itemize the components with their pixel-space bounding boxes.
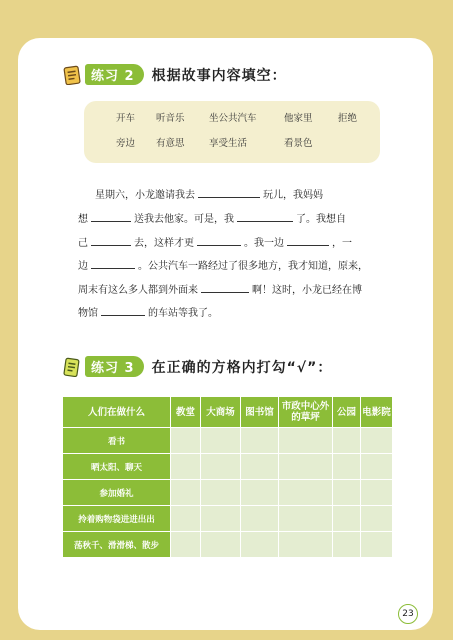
check-cell[interactable] xyxy=(201,532,241,558)
story-line: 边 。公共汽车一路经过了很多地方，我才知道，原来， xyxy=(78,258,368,274)
table-row xyxy=(63,506,393,532)
column-header: 电影院 xyxy=(361,397,393,428)
check-cell[interactable] xyxy=(171,480,201,506)
check-cell[interactable] xyxy=(279,480,333,506)
check-cell[interactable] xyxy=(201,480,241,506)
exercise-3-badge: 练习 3 xyxy=(85,356,144,377)
column-header: 公园 xyxy=(333,397,361,428)
check-cell[interactable] xyxy=(333,454,361,480)
row-label: 晒太阳、聊天 xyxy=(63,454,171,480)
column-header: 人们在做什么 xyxy=(63,397,171,428)
answer-blank[interactable] xyxy=(198,187,260,198)
table-row xyxy=(63,480,393,506)
column-header: 市政中心外的草坪 xyxy=(279,397,333,428)
table-row xyxy=(63,532,393,558)
answer-blank[interactable] xyxy=(91,235,131,246)
check-cell[interactable] xyxy=(279,454,333,480)
word-bank-item: 旁边 xyxy=(116,138,136,149)
check-cell[interactable] xyxy=(361,428,393,454)
check-cell[interactable] xyxy=(279,506,333,532)
exercise-2-badge: 练习 2 xyxy=(85,64,144,85)
check-cell[interactable] xyxy=(241,428,279,454)
exercise-2-header xyxy=(62,64,287,85)
word-bank xyxy=(84,101,380,163)
column-header: 教堂 xyxy=(171,397,201,428)
word-bank-item: 他家里 xyxy=(284,113,313,124)
word-bank-item: 享受生活 xyxy=(209,138,248,149)
checkbox-table xyxy=(62,396,393,558)
row-label: 看书 xyxy=(63,428,171,454)
check-cell[interactable] xyxy=(361,532,393,558)
check-cell[interactable] xyxy=(333,532,361,558)
answer-blank[interactable] xyxy=(197,235,241,246)
check-cell[interactable] xyxy=(201,506,241,532)
exercise-2-title: 根据故事内容填空： xyxy=(151,67,287,84)
check-cell[interactable] xyxy=(171,454,201,480)
column-header: 大商场 xyxy=(201,397,241,428)
check-cell[interactable] xyxy=(201,428,241,454)
story-line: 己 去，这样才更 。我一边 ，一 xyxy=(78,235,352,251)
check-cell[interactable] xyxy=(361,480,393,506)
exercise-3-title: 在正确的方格内打勾“√”： xyxy=(151,359,333,376)
check-cell[interactable] xyxy=(241,480,279,506)
page-number: 23 xyxy=(398,604,418,624)
table-row xyxy=(63,428,393,454)
check-cell[interactable] xyxy=(361,506,393,532)
book-icon xyxy=(62,65,82,85)
check-cell[interactable] xyxy=(333,506,361,532)
row-label: 荡秋千、滑滑梯、散步 xyxy=(63,532,171,558)
story-line: 周末有这么多人都到外面来 啊！这时，小龙已经在博 xyxy=(78,282,362,298)
check-cell[interactable] xyxy=(333,480,361,506)
check-cell[interactable] xyxy=(279,428,333,454)
check-cell[interactable] xyxy=(333,428,361,454)
word-bank-item: 开车 xyxy=(116,113,136,124)
row-label: 拎着购物袋进进出出 xyxy=(63,506,171,532)
answer-blank[interactable] xyxy=(101,305,145,316)
notebook-icon xyxy=(62,357,82,377)
row-label: 参加婚礼 xyxy=(63,480,171,506)
check-cell[interactable] xyxy=(241,506,279,532)
story-line: 想 送我去他家。可是，我 了。我想自 xyxy=(78,211,346,227)
answer-blank[interactable] xyxy=(201,282,249,293)
check-cell[interactable] xyxy=(201,454,241,480)
answer-blank[interactable] xyxy=(287,235,329,246)
table-header-row xyxy=(63,397,393,428)
word-bank-item: 坐公共汽车 xyxy=(209,113,257,124)
check-cell[interactable] xyxy=(171,428,201,454)
answer-blank[interactable] xyxy=(237,211,293,222)
story-line: 星期六，小龙邀请我去 玩儿，我妈妈 xyxy=(95,187,323,203)
word-bank-item: 拒绝 xyxy=(338,113,358,124)
answer-blank[interactable] xyxy=(91,211,131,222)
story-line: 物馆 的车站等我了。 xyxy=(78,305,218,321)
check-cell[interactable] xyxy=(279,532,333,558)
exercise-3-header xyxy=(62,356,332,377)
table-row xyxy=(63,454,393,480)
column-header: 图书馆 xyxy=(241,397,279,428)
word-bank-item: 看景色 xyxy=(284,138,313,149)
check-cell[interactable] xyxy=(361,454,393,480)
check-cell[interactable] xyxy=(171,506,201,532)
check-cell[interactable] xyxy=(241,454,279,480)
word-bank-item: 听音乐 xyxy=(156,113,185,124)
word-bank-item: 有意思 xyxy=(156,138,185,149)
check-cell[interactable] xyxy=(171,532,201,558)
check-cell[interactable] xyxy=(241,532,279,558)
answer-blank[interactable] xyxy=(91,258,135,269)
